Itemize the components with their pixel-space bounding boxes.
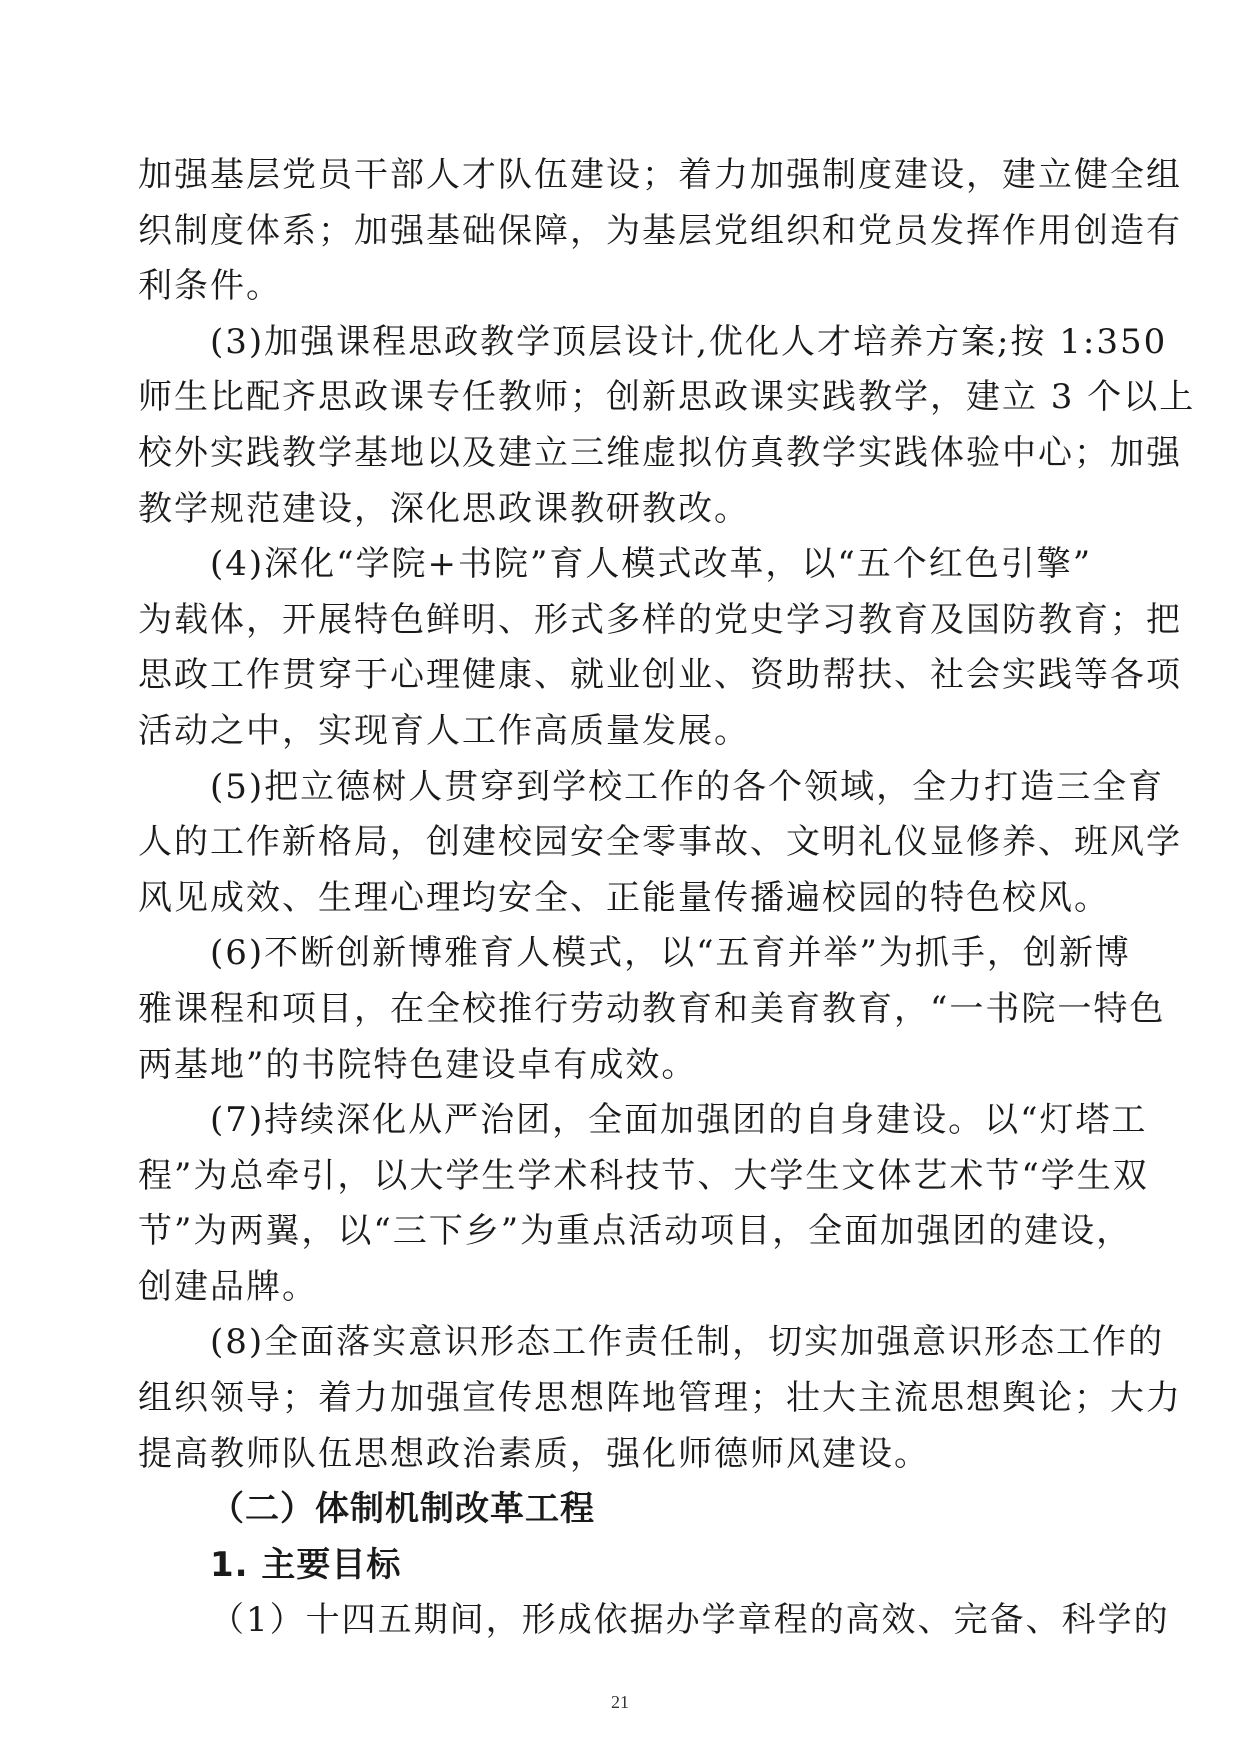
text-line: 活动之中，实现育人工作高质量发展。	[138, 710, 750, 751]
paragraph-item-6: (6)不断创新博雅育人模式，以“五育并举”为抓手，创新博	[210, 933, 1131, 974]
text-line: 风见成效、生理心理均安全、正能量传播遍校园的特色校风。	[138, 877, 1110, 918]
paragraph-item-3: (3)加强课程思政教学顶层设计,优化人才培养方案;按 1:350	[210, 321, 1168, 362]
text-line: 节”为两翼，以“三下乡”为重点活动项目，全面加强团的建设，	[138, 1211, 1133, 1252]
text-line: 为载体，开展特色鲜明、形式多样的党史学习教育及国防教育；把	[138, 599, 1182, 640]
text-line: 师生比配齐思政课专任教师；创新思政课实践教学，建立 3 个以上	[138, 377, 1196, 418]
section-heading: （二）体制机制改革工程	[210, 1489, 595, 1530]
subsection-heading: 1. 主要目标	[210, 1544, 402, 1585]
paragraph-item-5: (5)把立德树人贯穿到学校工作的各个领域，全力打造三全育	[210, 766, 1165, 807]
paragraph-item-1: （1）十四五期间，形成依据办学章程的高效、完备、科学的	[210, 1600, 1170, 1641]
text-line: 利条件。	[138, 266, 282, 307]
text-line: 思政工作贯穿于心理健康、就业创业、资助帮扶、社会实践等各项	[138, 655, 1182, 696]
text-line: 教学规范建设，深化思政课教研教改。	[138, 488, 750, 529]
paragraph-item-7: (7)持续深化从严治团，全面加强团的自身建设。以“灯塔工	[210, 1100, 1148, 1141]
text-line: 两基地”的书院特色建设卓有成效。	[138, 1044, 698, 1085]
text-line: 雅课程和项目，在全校推行劳动教育和美育教育，“一书院一特色	[138, 988, 1166, 1029]
body-text	[138, 148, 1196, 1649]
text-line: 校外实践教学基地以及建立三维虚拟仿真教学实践体验中心；加强	[138, 432, 1182, 473]
page-number: 21	[611, 1692, 629, 1712]
paragraph-item-4: (4)深化“学院+书院”育人模式改革，以“五个红色引擎”	[210, 544, 1093, 585]
paragraph-item-8: (8)全面落实意识形态工作责任制，切实加强意识形态工作的	[210, 1322, 1165, 1363]
text-line: 织制度体系；加强基础保障，为基层党组织和党员发挥作用创造有	[138, 210, 1182, 251]
text-line: 程”为总牵引，以大学生学术科技节、大学生文体艺术节“学生双	[138, 1155, 1149, 1196]
text-line: 组织领导；着力加强宣传思想阵地管理；壮大主流思想舆论；大力	[138, 1378, 1182, 1419]
text-line: 提高教师队伍思想政治素质，强化师德师风建设。	[138, 1433, 930, 1474]
text-line: 人的工作新格局，创建校园安全零事故、文明礼仪显修养、班风学	[138, 822, 1182, 863]
text-line: 加强基层党员干部人才队伍建设；着力加强制度建设，建立健全组	[138, 155, 1182, 195]
text-line: 创建品牌。	[138, 1266, 318, 1307]
